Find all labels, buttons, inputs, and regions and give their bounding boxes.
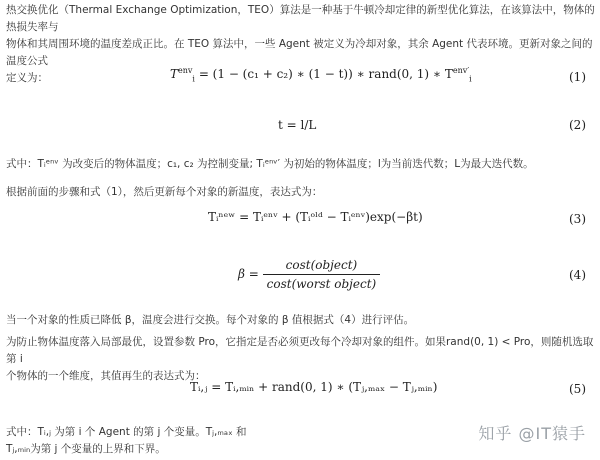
pro-paragraph <box>6 334 596 385</box>
eq1-rhs-sub: i <box>469 74 472 84</box>
eq1-rhs: = (1 − (c₁ + c₂) ∗ (1 − t)) ∗ rand(0, 1) ∗ T <box>198 67 453 81</box>
equation-2: t = l/L <box>278 118 317 132</box>
eq4-lhs: β = <box>238 267 259 281</box>
beta-paragraph: 当一个对象的性质已降低 β，温度会进行交换。每个对象的 β 值根据式（4）进行评估。 <box>6 314 415 326</box>
intro-line-1: 热交换优化（Thermal Exchange Optimization，TEO）算法是一种基于牛顿冷却定律的新型优化算法，在该算法中，物体的热损失率与 <box>6 4 595 33</box>
where2-line-1: 式中：Tᵢ,ⱼ 为第 i 个 Agent 的第 j 个变量。Tⱼ,ₘₐₓ 和 <box>6 426 247 438</box>
eq1-number: (1) <box>569 70 586 84</box>
watermark <box>478 421 586 444</box>
eq1-lhs-sub: i <box>192 74 195 84</box>
eq1-lhs: T <box>170 67 179 81</box>
pro-line-2: 个物体的一个维度，其值再生的表达式为： <box>6 370 206 382</box>
step-paragraph: 根据前面的步骤和式（1），然后更新每个对象的新温度，表达式为： <box>6 186 323 198</box>
equation-4 <box>238 258 380 291</box>
eq2-number: (2) <box>569 118 586 132</box>
intro-line-2: 物体和其周围环境的温度差成正比。在 TEO 算法中，一些 Agent 被定义为冷却对象，其余 Agent 代表环境。更新对象之间的温度公式 <box>6 38 593 67</box>
watermark-text: 知乎 @IT猿手 <box>478 424 586 443</box>
eq4-denominator: cost(worst object) <box>266 277 377 291</box>
eq4-fraction <box>263 258 381 291</box>
pro-line-1: 为防止物体温度落入局部最优，设置参数 Pro，它指定是否必须更改每个冷却对象的组件。如果rand(0, 1) < Pro，则随机选取第 i <box>6 336 594 365</box>
equation-1 <box>170 66 472 83</box>
eq4-number: (4) <box>569 268 586 282</box>
equation-5: Tᵢ,ⱼ = Tᵢ,ₘᵢₙ + rand(0, 1) ∗ (Tⱼ,ₘₐₓ − Tⱼ,ₘᵢₙ) <box>190 380 438 394</box>
where2-line-2: Tⱼ,ₘᵢₙ为第 j 个变量的上界和下界。 <box>6 443 166 455</box>
intro-line-3: 定义为： <box>6 72 48 84</box>
equation-3: Tᵢⁿᵉʷ = Tᵢᵉⁿᵛ + (Tᵢᵒˡᵈ − Tᵢᵉⁿᵛ)exp(−βt) <box>208 210 423 224</box>
where-paragraph-1: 式中：Tᵢᵉⁿᵛ 为改变后的物体温度；c₁, c₂ 为控制变量; Tᵢᵉⁿᵛ′ 为初始的物体温度；l为当前迭代数；L为最大迭代数。 <box>6 158 534 170</box>
eq1-rhs-sup: env′ <box>452 66 470 75</box>
eq1-lhs-sup: env <box>178 66 193 75</box>
eq3-number: (3) <box>569 212 586 226</box>
eq5-number: (5) <box>569 382 586 396</box>
eq4-numerator: cost(object) <box>263 258 381 275</box>
